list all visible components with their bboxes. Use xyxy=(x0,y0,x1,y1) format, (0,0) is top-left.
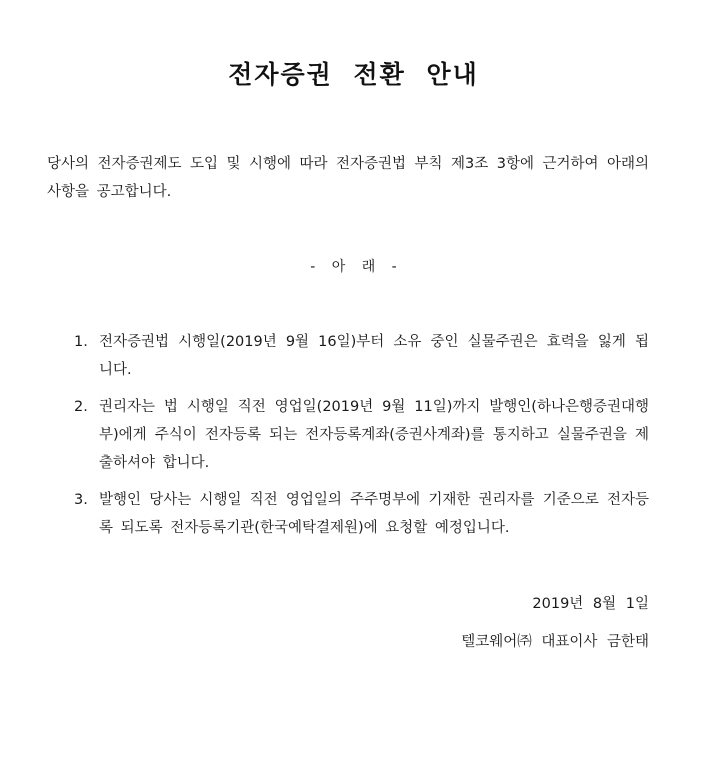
section-separator: - 아 래 - xyxy=(310,259,397,275)
item-text: 전자증권법 시행일(2019년 9월 16일)부터 소유 중인 실물주권은 효력을 잃게 됩니다. xyxy=(99,334,649,378)
item-text: 발행인 당사는 시행일 직전 영업일의 주주명부에 기재한 권리자를 기준으로 전자등록 되도록 전자등록기관(한국예탁결제원)에 요청할 예정입니다. xyxy=(99,492,649,536)
item-number: 3. xyxy=(74,492,88,508)
item-number: 2. xyxy=(74,399,88,415)
list-item xyxy=(74,328,649,384)
notice-date: 2019년 8월 1일 xyxy=(532,596,649,612)
intro-paragraph: 당사의 전자증권제도 도입 및 시행에 따라 전자증권법 부칙 제3조 3항에 근거하여 아래의 사항을 공고합니다. xyxy=(47,156,649,200)
list-item xyxy=(74,393,649,477)
notice-items-list xyxy=(74,328,649,551)
item-number: 1. xyxy=(74,334,88,350)
list-item xyxy=(74,486,649,542)
document-title: 전자증권 전환 안내 xyxy=(228,60,479,89)
item-text: 권리자는 법 시행일 직전 영업일(2019년 9월 11일)까지 발행인(하나은행증권대행부)에게 주식이 전자등록 되는 전자등록계좌(증권사계좌)를 통지하고 실물주권을 제출하셔야 합니다. xyxy=(99,399,649,471)
signature-line: 텔코웨어㈜ 대표이사 금한태 xyxy=(461,634,649,650)
